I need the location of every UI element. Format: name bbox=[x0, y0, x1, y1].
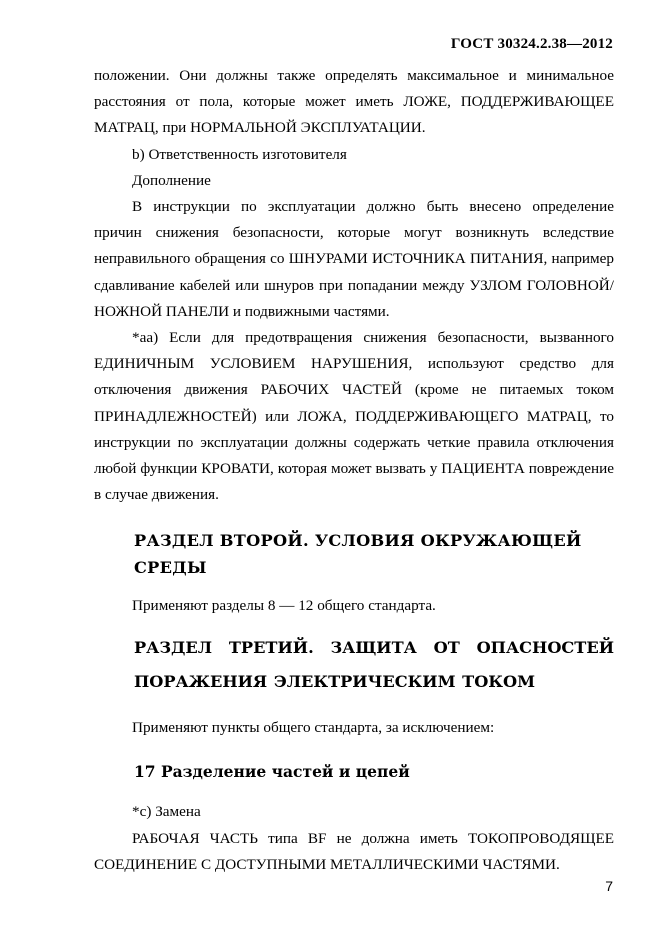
page-body bbox=[94, 63, 614, 878]
section-three-heading bbox=[94, 631, 614, 699]
page-number: 7 bbox=[605, 878, 613, 894]
clause-17-text: РАБОЧАЯ ЧАСТЬ типа BF не должна иметь ТОКОПРОВОДЯЩЕЕ СОЕДИНЕНИЕ С ДОСТУПНЫМИ МЕТАЛЛИЧЕСКИМИ ЧАСТЯМИ. bbox=[94, 829, 614, 873]
document-code-header: ГОСТ 30324.2.38—2012 bbox=[450, 36, 613, 52]
paragraph-single-fault: *аа) Если для предотвращения снижения безопасности, вызванного ЕДИНИЧНЫМ УСЛОВИЕМ НАРУШЕНИЯ, используют средство для отключения движения РАБОЧИХ ЧАСТЕЙ (кроме не питаемых током ПРИНАДЛЕЖНОСТЕЙ) или ЛОЖА, ПОДДЕРЖИВАЮЩЕГО МАТРАЦ, то инструкции по эксплуатации должны содержать четкие правила отключения любой функции КРОВАТИ, которая может вызвать у ПАЦИЕНТА повреждение в случае движения. bbox=[94, 329, 614, 504]
clause-17-item: *c) Замена bbox=[132, 803, 201, 821]
clause-17-heading: 17 Разделение частей и цепей bbox=[134, 762, 410, 782]
section-three-heading-line1: РАЗДЕЛ ТРЕТИЙ. ЗАЩИТА ОТ ОПАСНОСТЕЙ bbox=[134, 638, 614, 658]
paragraph-continuation: положении. Они должны также определять максимальное и минимальное расстояния от пола, которые может иметь ЛОЖЕ, ПОДДЕРЖИВАЮЩЕЕ МАТРАЦ, при НОРМАЛЬНОЙ ЭКСПЛУАТАЦИИ. bbox=[94, 67, 614, 137]
paragraph-instructions: В инструкции по эксплуатации должно быть внесено определение причин снижения безопасности, которые могут возникнуть вследствие неправильного обращения со ШНУРАМИ ИСТОЧНИКА ПИТАНИЯ, например сдавливание кабелей или шнуров при попадании между УЗЛОМ ГОЛОВНОЙ/ НОЖНОЙ ПАНЕЛИ и подвижными частями. bbox=[94, 198, 614, 320]
section-three-text: Применяют пункты общего стандарта, за исключением: bbox=[132, 719, 495, 737]
section-three-heading-line2: ПОРАЖЕНИЯ ЭЛЕКТРИЧЕСКИМ ТОКОМ bbox=[134, 672, 536, 692]
paragraph-manufacturer-responsibility: b) Ответственность изготовителя bbox=[132, 145, 347, 163]
paragraph-addition: Дополнение bbox=[132, 171, 211, 189]
section-two-heading: РАЗДЕЛ ВТОРОЙ. УСЛОВИЯ ОКРУЖАЮЩЕЙ СРЕДЫ bbox=[134, 531, 582, 577]
section-two-text: Применяют разделы 8 — 12 общего стандарта. bbox=[132, 596, 436, 614]
